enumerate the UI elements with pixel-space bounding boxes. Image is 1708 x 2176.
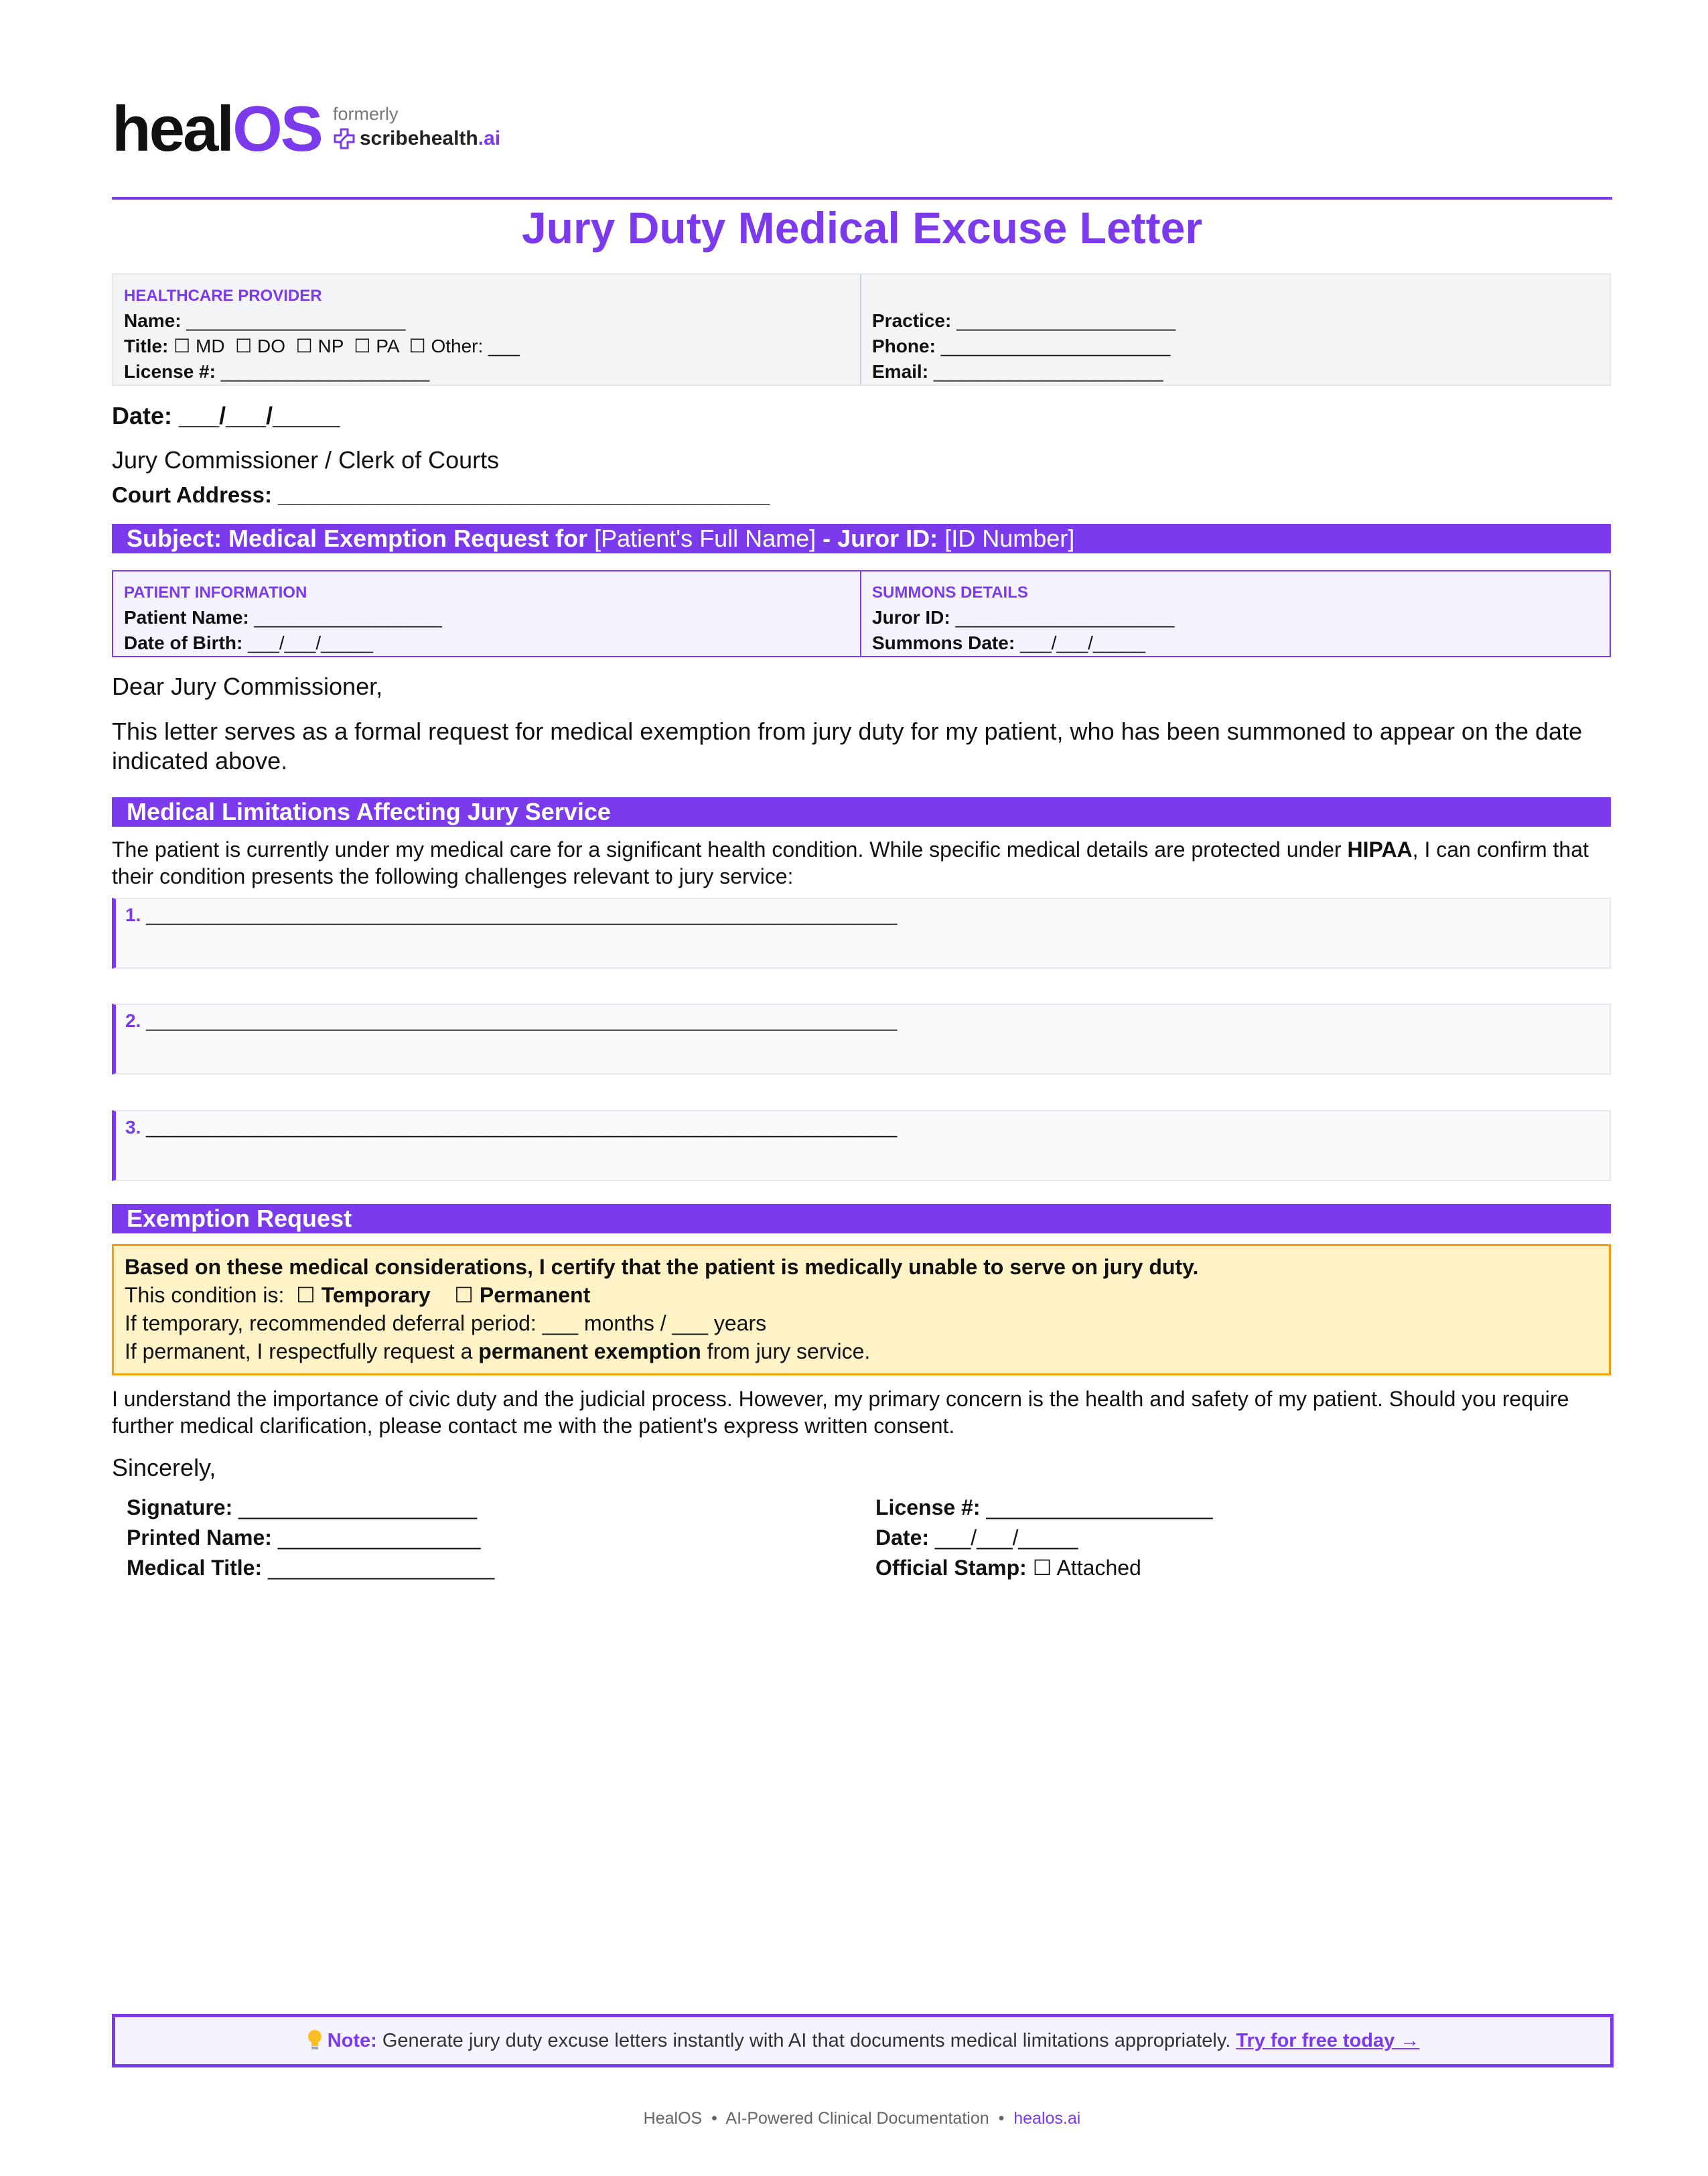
recipient-line: Jury Commissioner / Clerk of Courts: [112, 446, 500, 474]
provider-practice-field[interactable]: _____________________: [956, 310, 1176, 331]
sig-date-row: Date: ___/___/_____: [875, 1525, 1078, 1550]
signature-field[interactable]: ____________________: [238, 1495, 478, 1519]
patient-name-field[interactable]: __________________: [254, 607, 442, 628]
page-title: Jury Duty Medical Excuse Letter: [521, 203, 1203, 253]
closing-paragraph: I understand the importance of civic duty and the judicial process. However, my primary concern is the health and safety of my patient. Should you require further medical clarification, please contact me with the patient's express written consent.: [112, 1387, 1569, 1438]
provider-practice-row: Practice: _____________________: [872, 310, 1176, 331]
provider-name-row: Name: _____________________: [124, 310, 406, 331]
provider-email-row: Email: ______________________: [872, 361, 1163, 382]
temporary-checkbox[interactable]: ☐ Temporary: [296, 1283, 431, 1307]
provider-license-field[interactable]: ____________________: [220, 361, 430, 382]
patient-info-label: PATIENT INFORMATION: [124, 584, 307, 602]
provider-name-field[interactable]: _____________________: [186, 310, 406, 331]
footer-brand: HealOS: [643, 2109, 703, 2128]
sig-license-row: License #: ___________________: [875, 1495, 1213, 1519]
formerly-label: formerly: [333, 104, 399, 124]
summons-label: SUMMONS DETAILS: [872, 584, 1028, 602]
limitation-item-3[interactable]: 3. ________________________________________________________________________: [112, 1110, 1611, 1181]
healos-logo: [112, 93, 322, 165]
printed-name-field[interactable]: _________________: [277, 1525, 481, 1550]
patient-summons-box: [112, 570, 1611, 657]
provider-title-options[interactable]: ☐ MD ☐ DO ☐ NP ☐ PA ☐ Other: ___: [173, 336, 520, 356]
juror-id-row: Juror ID: _____________________: [872, 607, 1175, 628]
medical-title-field[interactable]: ___________________: [268, 1556, 495, 1580]
permanent-checkbox[interactable]: ☐ Permanent: [454, 1283, 591, 1307]
provider-right-column: [861, 275, 1610, 385]
header-divider: [112, 197, 1612, 200]
letter-date[interactable]: Date: ___/___/_____: [112, 402, 340, 429]
logo-main: heal: [112, 93, 233, 165]
signature-block-left: [127, 1493, 494, 1583]
patient-name-placeholder[interactable]: [Patient's Full Name]: [594, 525, 816, 552]
provider-title-row: Title: ☐ MD ☐ DO ☐ NP ☐ PA ☐ Other: ___: [124, 336, 520, 356]
former-brand-ai: .ai: [478, 127, 501, 149]
provider-phone-row: Phone: ______________________: [872, 336, 1171, 356]
patient-dob-field[interactable]: ___/___/_____: [248, 632, 373, 653]
provider-left-column: [113, 275, 861, 385]
sig-license-field[interactable]: ___________________: [986, 1495, 1213, 1519]
subject-bar: Subject: Medical Exemption Request for [Patient's Full Name] - Juror ID: [ID Number]: [112, 524, 1611, 553]
stamp-checkbox[interactable]: ☐ Attached: [1032, 1556, 1141, 1580]
try-free-link[interactable]: Try for free today →: [1236, 2030, 1420, 2051]
former-brand: [333, 127, 500, 150]
limitations-heading: Medical Limitations Affecting Jury Service: [112, 797, 1611, 827]
note-label: Note:: [327, 2030, 377, 2051]
court-address-field[interactable]: ________________________________________: [278, 482, 770, 507]
former-brand-main: scribehealth: [360, 127, 478, 149]
exemption-box: [112, 1244, 1611, 1375]
provider-email-field[interactable]: ______________________: [933, 361, 1163, 382]
summons-date-field[interactable]: ___/___/_____: [1019, 632, 1145, 653]
page-footer: HealOS • AI-Powered Clinical Documentation • healos.ai: [643, 2109, 1081, 2128]
summons-date-row: Summons Date: ___/___/_____: [872, 632, 1145, 653]
provider-license-row: License #: ____________________: [124, 361, 430, 382]
salutation: Dear Jury Commissioner,: [112, 673, 383, 700]
sign-off: Sincerely,: [112, 1454, 216, 1481]
letter-page: [112, 0, 1612, 2176]
lightbulb-icon: [306, 2017, 324, 2064]
provider-box: [112, 273, 1611, 386]
footer-tagline: AI-Powered Clinical Documentation: [725, 2109, 989, 2128]
provider-label: HEALTHCARE PROVIDER: [124, 287, 322, 305]
logo-accent: OS: [232, 93, 322, 165]
footer-link[interactable]: healos.ai: [1013, 2109, 1081, 2128]
signature-block-right: [875, 1493, 1213, 1583]
court-address-row: Court Address: ________________________________________: [112, 482, 770, 507]
intro-paragraph: This letter serves as a formal request for medical exemption from jury duty for my patient, who has been summoned to appear on the date indicated above.: [112, 718, 1583, 774]
promo-note: [112, 2014, 1614, 2067]
sig-date-field[interactable]: ___/___/_____: [934, 1525, 1078, 1550]
patient-dob-row: Date of Birth: ___/___/_____: [124, 632, 373, 653]
provider-phone-field[interactable]: ______________________: [940, 336, 1171, 356]
printed-name-row: Printed Name: _________________: [127, 1525, 481, 1550]
exemption-heading: Exemption Request: [112, 1204, 1611, 1233]
note-text: Generate jury duty excuse letters instantly with AI that documents medical limitations appropriately.: [382, 2030, 1231, 2051]
juror-id-placeholder[interactable]: [ID Number]: [944, 525, 1075, 552]
juror-id-field[interactable]: _____________________: [955, 607, 1175, 628]
condition-row: This condition is: ☐ Temporary ☐ Permanent: [125, 1283, 591, 1307]
medical-title-row: Medical Title: ___________________: [127, 1556, 495, 1580]
scribehealth-logo-icon: [333, 127, 356, 150]
stamp-row: Official Stamp: ☐ Attached: [875, 1556, 1141, 1580]
deferral-row[interactable]: If temporary, recommended deferral period: ___ months / ___ years: [125, 1311, 767, 1335]
limitation-item-1[interactable]: 1. ________________________________________________________________________: [112, 898, 1611, 969]
signature-row: Signature: ____________________: [127, 1495, 478, 1519]
patient-info-column: [113, 571, 861, 656]
certification-statement: Based on these medical considerations, I certify that the patient is medically unable to serve on jury duty.: [125, 1255, 1199, 1279]
permanent-row: If permanent, I respectfully request a permanent exemption from jury service.: [125, 1339, 871, 1363]
patient-name-row: Patient Name: __________________: [124, 607, 442, 628]
limitations-paragraph: The patient is currently under my medical care for a significant health condition. While specific medical details are protected under HIPAA, I can confirm that their condition presents the following challenges relevant to jury service:: [112, 837, 1589, 888]
summons-column: [861, 571, 1610, 656]
limitation-item-2[interactable]: 2. ________________________________________________________________________: [112, 1004, 1611, 1075]
